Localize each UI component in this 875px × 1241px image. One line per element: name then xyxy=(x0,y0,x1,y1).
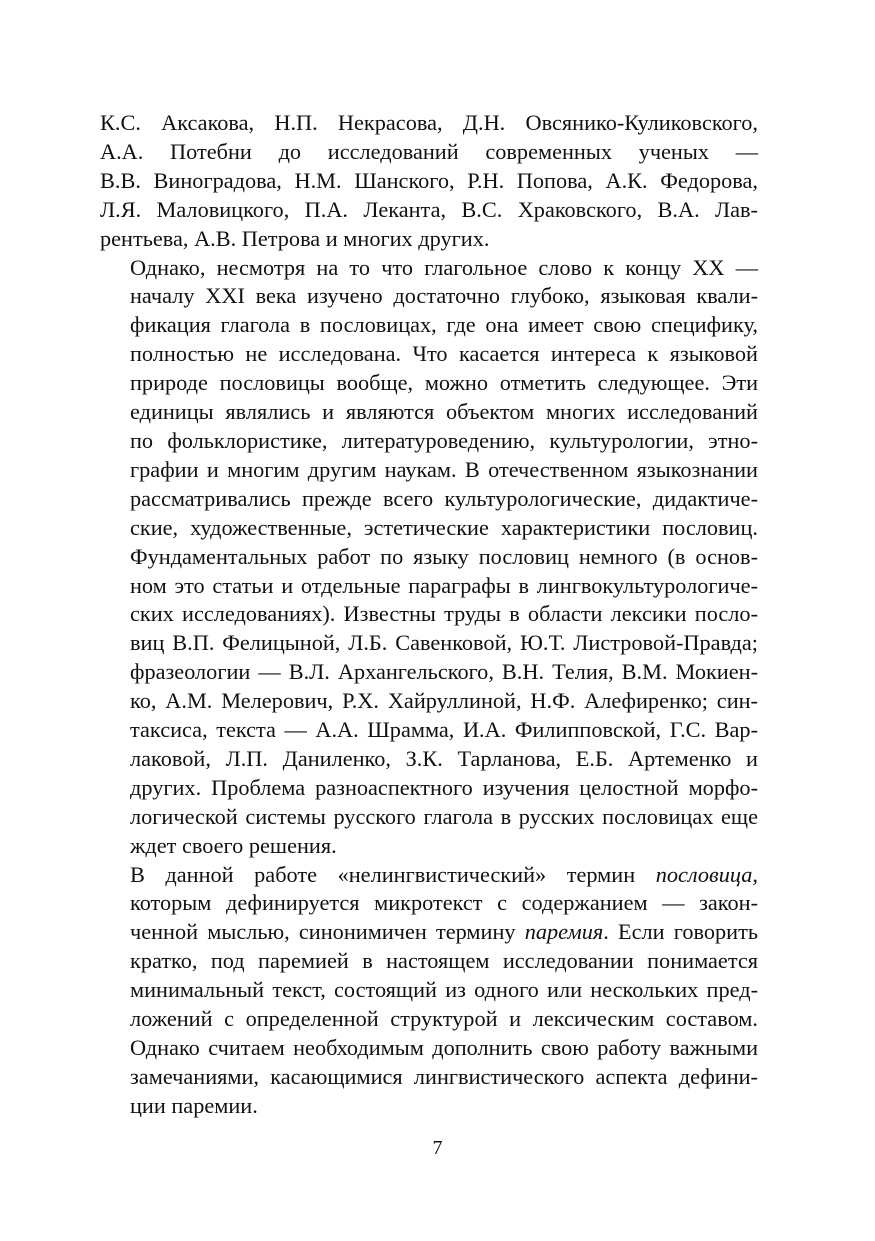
text-run: А.А. Потебни до исследований современных ученых — xyxy=(100,138,758,164)
text-run: природе пословицы вообще, можно отметить следующее. Эти xyxy=(130,370,758,396)
text-line xyxy=(100,398,758,427)
text-line xyxy=(100,1092,758,1121)
text-run: фикация глагола в пословицах, где она имеет свою специфику, xyxy=(130,312,758,338)
text-run: В.В. Виноградова, Н.М. Шанского, Р.Н. Попова, А.К. Федорова, xyxy=(100,167,758,193)
text-run: минимальный текст, состоящий из одного или нескольких пред- xyxy=(130,977,758,1003)
text-run: графии и многим другим наукам. В отечественном языкознании xyxy=(130,456,758,482)
text-line xyxy=(100,629,758,658)
text-line xyxy=(100,716,758,745)
text-run: Фундаментальных работ по языку пословиц немного (в основ- xyxy=(130,543,758,569)
text-run: рентьева, А.В. Петрова и многих других. xyxy=(100,225,490,251)
italic-term: паремия xyxy=(524,919,604,945)
text-line xyxy=(100,340,758,369)
text-line xyxy=(100,918,758,947)
text-run: лаковой, Л.П. Даниленко, З.К. Тарланова, Е.Б. Артеменко и xyxy=(130,745,758,771)
text-run: Однако, несмотря на то что глагольное слово к концу XX — xyxy=(130,254,758,280)
text-run: Л.Я. Маловицкого, П.А. Леканта, В.С. Храковского, В.А. Лав- xyxy=(100,196,758,222)
text-line xyxy=(100,572,758,601)
text-run: логической системы русского глагола в русских пословицах еще xyxy=(130,803,758,829)
text-run: В данной работе «нелингвистический» термин xyxy=(130,861,656,887)
text-line xyxy=(100,109,758,138)
text-run: единицы являлись и являются объектом многих исследований xyxy=(130,399,758,425)
text-run: Однако считаем необходимым дополнить свою работу важными xyxy=(130,1035,758,1060)
text-line xyxy=(100,947,758,976)
text-line xyxy=(100,167,758,196)
text-run: ложений с определенной структурой и лексическим составом. xyxy=(130,1006,758,1032)
text-line xyxy=(100,311,758,340)
text-run: фразеологии — В.Л. Архангельского, В.Н. Телия, В.М. Мокиен- xyxy=(130,659,758,685)
text-run: ции паремии. xyxy=(130,1092,258,1118)
text-line xyxy=(100,658,758,687)
text-run: которым дефинируется микротекст с содержанием — закон- xyxy=(130,890,758,916)
italic-term: пословица, xyxy=(655,861,758,887)
text-run: по фольклористике, литературоведению, культурологии, этно- xyxy=(130,427,758,453)
text-line xyxy=(100,282,758,311)
text-line xyxy=(100,745,758,774)
text-line xyxy=(100,225,758,254)
text-run: ко, А.М. Мелерович, Р.Х. Хайруллиной, Н.Ф. Алефиренко; син- xyxy=(130,688,758,714)
text-line xyxy=(100,1063,758,1092)
page-body xyxy=(100,109,758,1121)
text-line xyxy=(100,543,758,572)
text-line xyxy=(100,254,758,283)
text-line xyxy=(100,803,758,832)
text-run: замечаниями, касающимися лингвистического аспекта дефини- xyxy=(130,1063,758,1089)
text-line xyxy=(100,1034,758,1063)
paragraph xyxy=(100,861,758,1121)
page-number: 7 xyxy=(432,1137,443,1159)
text-run: таксиса, текста — А.А. Шрамма, И.А. Филипповской, Г.С. Вар- xyxy=(130,717,758,743)
text-line xyxy=(100,832,758,861)
text-run: . Если говорить xyxy=(603,919,758,945)
text-line xyxy=(100,600,758,629)
text-run: рассматривались прежде всего культурологические, дидактиче- xyxy=(130,485,758,511)
text-line xyxy=(100,861,758,890)
text-run: К.С. Аксакова, Н.П. Некрасова, Д.Н. Овсянико-Куликовского, xyxy=(100,110,758,135)
text-run: ждет своего решения. xyxy=(130,832,337,858)
text-run: виц В.П. Фелицыной, Л.Б. Савенковой, Ю.Т. Листровой-Правда; xyxy=(130,630,758,656)
text-line xyxy=(100,138,758,167)
paragraph xyxy=(100,109,758,254)
text-run: ских исследованиях). Известны труды в области лексики посло- xyxy=(130,601,758,627)
text-run: полностью не исследована. Что касается интереса к языковой xyxy=(130,341,758,367)
text-line xyxy=(100,687,758,716)
text-line xyxy=(100,514,758,543)
text-line xyxy=(100,889,758,918)
text-line xyxy=(100,1005,758,1034)
text-line xyxy=(100,485,758,514)
text-run: ном это статьи и отдельные параграфы в лингвокультурологиче- xyxy=(130,572,758,598)
text-line xyxy=(100,976,758,1005)
text-run: ченной мыслью, синонимичен термину xyxy=(130,919,525,945)
text-run: началу XXI века изучено достаточно глубоко, языковая квали- xyxy=(130,283,758,309)
paragraph xyxy=(100,254,758,861)
text-line xyxy=(100,196,758,225)
text-line xyxy=(100,369,758,398)
text-run: других. Проблема разноаспектного изучения целостной морфо- xyxy=(130,774,758,800)
text-run: кратко, под паремией в настоящем исследовании понимается xyxy=(130,948,758,974)
text-line xyxy=(100,456,758,485)
text-line xyxy=(100,427,758,456)
text-line xyxy=(100,774,758,803)
text-run: ские, художественные, эстетические характеристики пословиц. xyxy=(130,514,758,540)
